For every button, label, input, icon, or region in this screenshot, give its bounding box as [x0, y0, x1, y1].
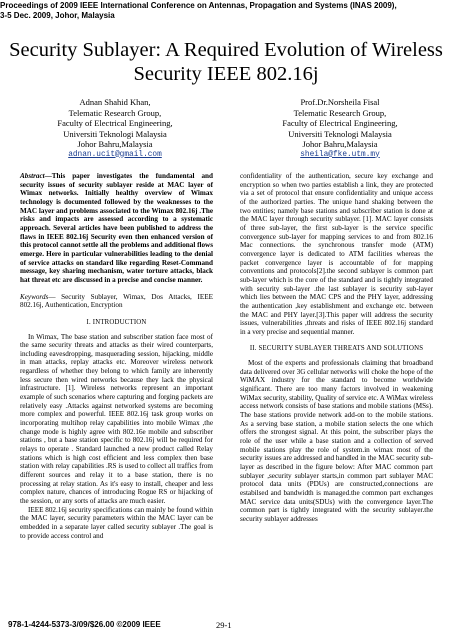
section-heading-threats: II. SECURITY SUBLAYER THREATS AND SOLUTIONS [249, 345, 424, 353]
author-university: Universiti Teknologi Malaysia [63, 128, 167, 139]
author-university: Universiti Teknologi Malaysia [288, 128, 392, 139]
conference-line-1: Proceedings of 2009 IEEE International Conference on Antennas, Propagation and Systems (INAS 2009), [0, 1, 397, 10]
body-paragraph: In Wimax, The base station and subscriber station face most of the same security threats and attacks as their wired counterparts, including eavesdropping, masquerading session, hijacking, middle in man attacks, replay attacks etc. Moreover wireless network regardless of whether they belong to which family are inherently less secure then wired networks because they lack the physical infrastructure. [1]. Wireless networks represent an important example of such scenarios where capturing and forging packets are relatively easy .Attacks against networked systems are becoming more complex and powerful. IEEE 802.16j task group works on incorporating multihop relay capabilities into mobile Wimax ,the change mode is highly agree with 802.16e mobile and subscriber stations , but a base station specific to 802.16j will be required for relays to operate . Standard launched a new product called Relay stations which is high cost efficient and less complex then base station with relay capabilities .RS is used to collect all traffics from different sources and relay it to a base station, there is no processing at relay station. As it's easy to install, cheaper and less complex nature, chances of introducing Rogue RS or hijacking of the session, or any sorts of attacks are much easier. [20, 332, 213, 505]
author-city: Johor Bahru,Malaysia [302, 139, 378, 149]
author-city: Johor Bahru,Malaysia [77, 139, 153, 149]
conference-line-2: 3-5 Dec. 2009, Johor, Malaysia [0, 10, 115, 20]
body-paragraph: IEEE 802.16j security specifications can mainly be found within the MAC layer, security parameters within the MAC layer can be embedded in a separate layer called security sublayer .The goal is to provide access control and [20, 505, 213, 540]
title-line-2: Security IEEE 802.16j [133, 63, 319, 85]
abstract [20, 172, 213, 285]
author-faculty: Faculty of Electrical Engineering, [57, 118, 173, 128]
author-1 [20, 97, 210, 160]
author-faculty: Faculty of Electrical Engineering, [282, 118, 398, 128]
author-group: Telematic Research Group, [68, 107, 162, 118]
section-heading-introduction: I. INTRODUCTION [86, 318, 147, 326]
abstract-text: —This paper investigates the fundamental and security issues of security sublayer reside at MAC layer of Wimax networks. Initially healthy overview of Wimax technology is documented followed by the weaknesses to the MAC layer and problems associated to the Wimax 802.16j .The risks and impacts are assessed according to a systematic approach. Several articles have been published to address the flaws in IEEE 802.16j Security even then enhanced version of this protocol cannot settle all the problems and additional flows emerge. Here in particular vulnerabilities leading to the denial of service attacks on standard like regarding Reset-Command message, key sharing mechanism, water torture attacks, black hat threat etc are discussed in a precise and concise manner. [20, 172, 213, 284]
conference-header [0, 1, 452, 20]
author-name: Adnan Shahid Khan, [79, 97, 151, 107]
author-group: Telematic Research Group, [293, 107, 387, 118]
right-column [240, 172, 433, 524]
author-name: Prof.Dr.Norsheila Fisal [300, 97, 380, 107]
author-email-link[interactable]: sheila@fke.utm.my [300, 150, 380, 159]
keywords [20, 293, 213, 310]
author-email-link[interactable]: adnan.ucit@gmail.com [68, 150, 162, 159]
copyright-footer: 978-1-4244-5373-3/09/$26.00 ©2009 IEEE [8, 620, 161, 629]
abstract-label: Abstract [20, 172, 45, 180]
title-line-1: Security Sublayer: A Required Evolution of Wireless [9, 39, 443, 61]
keywords-text: — Security Sublayer, Wimax, Dos Attacks, IEEE 802.16j, Authentication, Encryption [20, 292, 213, 310]
body-paragraph: Most of the experts and professionals claiming that broadband data delivered over 3G cellular networks will choke the hope of the WiMAX industry for the standard to become worldwide significant. There are too many factors involved in weakening WiMax security, stability, Quality of service etc. A WiMax wireless access network consists of base stations and mobile stations (MSs). The base stations provide network add-on to the mobile stations. As a serving base station, a mobile station selects the one which offers the strongest signal. At this point, the subscriber plays the role of the user while a base station and a collection of served mobile stations play the role of system.in wimax most of the security issues are addressed and handled in the MAC security sub-layer as described in the figure below: After MAC common part sublayer ,security sublayer starts,in common part sublayer MAC protocol data units (PDUs) are constructed,connections are estabilsed and bandwidth is managed.the common part exchanges MAC service data units(SDUs) with the convergence layer.The common part is tightly integrated with the security sublayer.the security sublayer addresses [240, 359, 433, 523]
paper-title [8, 38, 444, 86]
keywords-label: Keywords [20, 292, 49, 301]
body-paragraph: confidentiality of the authentication, secure key exchange and encryption so when two parties establish a link, they are protected via a set of protocol that ensure confidentiality and unique access of the authorized parties. The unique hand shaking between the two entities; namely base stations and subscriber station is done at the MAC layer through security sublayer. [1]. MAC layer consists of three sub-layer, the first sub-layer is the service specific convergence sub-layer for mapping services to and from 802.16 Mac connections. the synchronous transfer mode (ATM) convergence layer is dedicated to ATM facilities whereas the packet convergence layer is accountable of for mapping conventions and protocols[2].the second sublayer is common part sub-layer which is the core of the standard and is tightly integrated with security sub-layer .the last sublayer is security sub-layer which lies between the MAC CPS and the PHY layer, addressing the authentication ,key establishment and exchange etc. between the MAC and PHY layer.[3].This paper will address the security issues, vulnerabilities ,threats and risks of IEEE 802.16j standard in a very precise and sequential manner. [240, 172, 433, 336]
author-2 [240, 97, 440, 160]
page-number: 29-1 [216, 620, 232, 630]
left-column [20, 172, 213, 540]
